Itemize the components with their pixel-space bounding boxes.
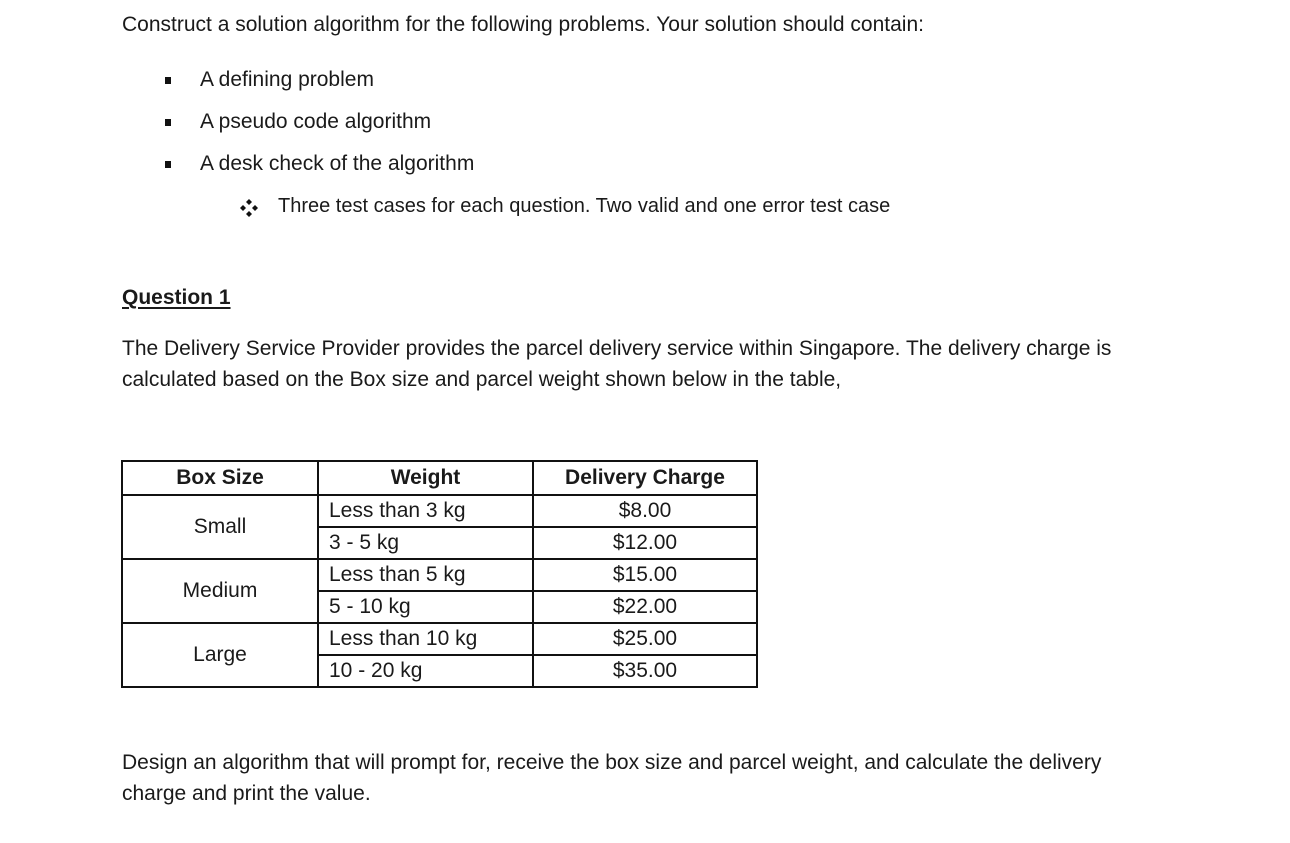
table-header-row	[122, 461, 757, 495]
test-case-requirement: Three test cases for each question. Two valid and one error test case	[278, 195, 891, 217]
table-row	[122, 495, 757, 527]
task-line: Design an algorithm that will prompt for, receive the box size and parcel weight, and calculate the delivery	[122, 751, 1102, 774]
charge-cell: $15.00	[533, 559, 757, 591]
task-line: charge and print the value.	[122, 782, 371, 805]
table-row	[122, 559, 757, 591]
charge-cell: $35.00	[533, 655, 757, 687]
weight-cell: 10 - 20 kg	[318, 655, 533, 687]
requirement-item: A defining problem	[200, 68, 374, 91]
table-row	[122, 623, 757, 655]
box-size-cell: Small	[122, 495, 318, 559]
description-line: The Delivery Service Provider provides the parcel delivery service within Singapore. The delivery charge is	[122, 337, 1112, 360]
requirement-item: A pseudo code algorithm	[200, 110, 432, 133]
square-bullet-icon	[165, 77, 171, 84]
weight-cell: Less than 10 kg	[318, 623, 533, 655]
question-description	[122, 333, 1111, 395]
header-weight: Weight	[318, 461, 533, 495]
charge-cell: $8.00	[533, 495, 757, 527]
weight-cell: 5 - 10 kg	[318, 591, 533, 623]
charge-cell: $22.00	[533, 591, 757, 623]
square-bullet-icon	[165, 119, 171, 126]
box-size-cell: Medium	[122, 559, 318, 623]
charge-cell: $12.00	[533, 527, 757, 559]
header-delivery-charge: Delivery Charge	[533, 461, 757, 495]
square-bullet-icon	[165, 161, 171, 168]
four-diamond-bullet-icon	[239, 198, 259, 218]
intro-text: Construct a solution algorithm for the following problems. Your solution should contain:	[122, 13, 924, 36]
charge-cell: $25.00	[533, 623, 757, 655]
weight-cell: 3 - 5 kg	[318, 527, 533, 559]
delivery-charge-table	[121, 460, 758, 688]
weight-cell: Less than 3 kg	[318, 495, 533, 527]
description-line: calculated based on the Box size and parcel weight shown below in the table,	[122, 368, 842, 391]
box-size-cell: Large	[122, 623, 318, 687]
weight-cell: Less than 5 kg	[318, 559, 533, 591]
requirement-item: A desk check of the algorithm	[200, 152, 475, 175]
question-heading: Question 1	[122, 286, 231, 309]
header-box-size: Box Size	[122, 461, 318, 495]
task-description	[122, 747, 1101, 809]
